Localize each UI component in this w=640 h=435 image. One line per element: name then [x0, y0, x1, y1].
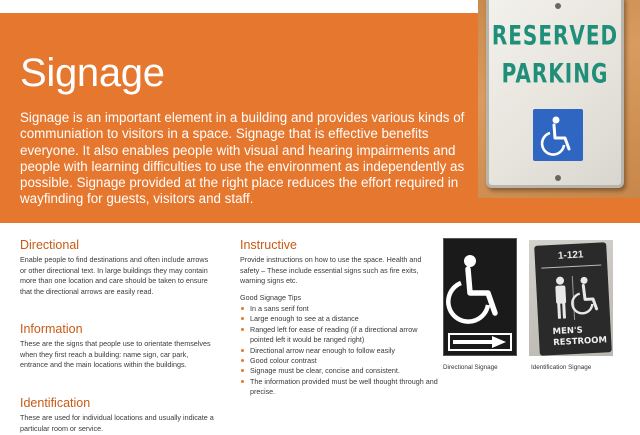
bullet-icon	[241, 349, 244, 352]
intro-paragraph: Signage is an important element in a building and provides various kinds of communiation to visitors in a space. Signage that is effective benefits everyone. It also enables people with visual and hearing impairments and people with learning difficulties to use the environment as independently as possible. Signage provided at the right place reduces the effort required in wayfinding for guests, visitors and staff.	[20, 110, 465, 207]
bullet-icon	[241, 359, 244, 362]
list-item: Large enough to see at a distance	[240, 314, 438, 324]
directional-signage-photo	[443, 238, 517, 356]
wheelchair-icon	[533, 109, 583, 161]
divider	[541, 264, 601, 268]
wheelchair-icon	[444, 239, 518, 331]
list-item: Directional arrow near enough to follow easily	[240, 346, 438, 356]
page-title: Signage	[20, 51, 165, 95]
caption-directional: Directional Signage	[443, 364, 498, 371]
heading-identification: Identification	[20, 396, 91, 410]
caption-identification: Identification Signage	[531, 364, 592, 371]
list-item: The information provided must be well thought through and precise.	[240, 377, 438, 398]
bullet-icon	[241, 317, 244, 320]
bolt-icon	[555, 175, 561, 181]
restroom-icons	[546, 273, 601, 326]
list-item: Signage must be clear, concise and consistent.	[240, 366, 438, 376]
heading-instructive: Instructive	[240, 238, 297, 252]
sign-text-reserved: RESERVED	[491, 18, 619, 52]
identification-signage-photo	[529, 240, 613, 356]
room-number: 1-121	[557, 249, 584, 262]
man-icon	[555, 276, 567, 318]
text-directional: Enable people to find destinations and often include arrows or other directional text. In large buildings they may contain more than one location and care should be taken to ensure that the directional arrows are easily read.	[20, 255, 209, 296]
bullet-icon	[241, 328, 244, 331]
reserved-parking-photo	[478, 0, 640, 198]
sign-text-parking: PARKING	[501, 56, 609, 90]
bullet-icon	[241, 380, 244, 383]
tips-label: Good Signage Tips	[240, 293, 302, 302]
text-information: These are the signs that people use to orientate themselves when they first reach a building: name sign, car park, entrance and the main locations within the buildings.	[20, 339, 211, 370]
parking-sign-plate	[486, 0, 624, 188]
list-item: Ranged left for ease of reading (if a directional arrow pointed left it would be ranged right)	[240, 325, 438, 346]
arrow-right-icon	[448, 333, 512, 351]
restroom-sign-plate	[534, 242, 612, 356]
heading-directional: Directional	[20, 238, 80, 252]
text-instructive: Provide instructions on how to use the space. Health and safety – These include essential signs such as fire exits, warning signs etc.	[240, 255, 422, 286]
bolt-icon	[555, 3, 561, 9]
wheelchair-icon	[571, 276, 597, 313]
heading-information: Information	[20, 322, 83, 336]
text-identification: These are used for individual locations and usually indicate a particular room or service.	[20, 413, 214, 433]
bullet-icon	[241, 307, 244, 310]
list-item: Good colour contrast	[240, 356, 438, 366]
bullet-icon	[241, 369, 244, 372]
sign-label-restroom: RESTROOM	[553, 335, 608, 349]
list-item: In a sans serif font	[240, 304, 438, 314]
sign-label-mens: MEN'S	[552, 325, 584, 338]
tips-list	[240, 304, 438, 398]
